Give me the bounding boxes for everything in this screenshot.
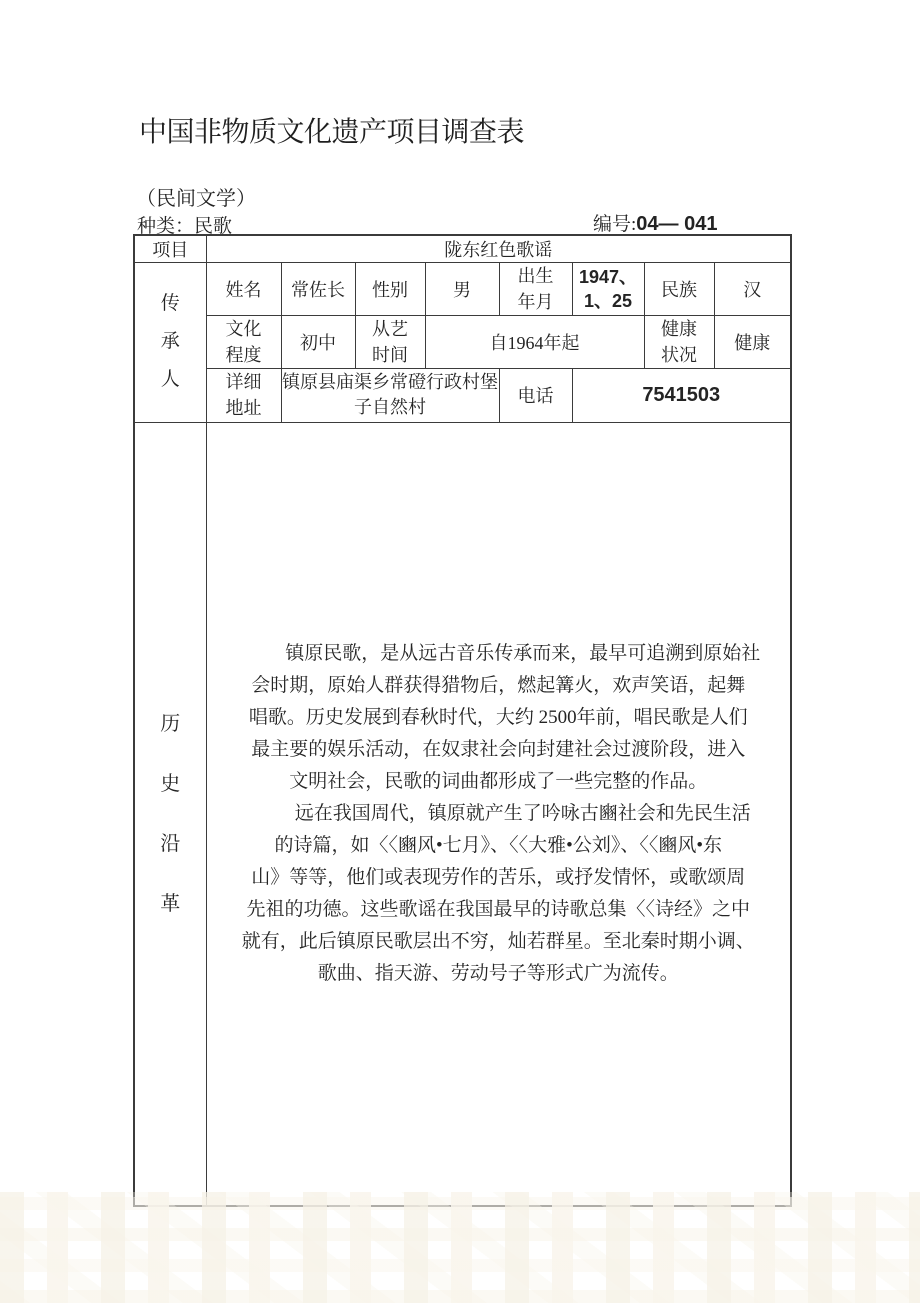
scan-artifact-band [0,1192,920,1303]
project-label: 项目 [134,235,206,263]
history-text-line: 唱歌。历史发展到春秋时代，大约 2500年前，唱民歌是人们 [248,706,748,728]
serial-number-line [593,209,717,236]
history-text-line: 的诗篇，如〈〈豳风•七月》、〈〈大雅•公刘》、〈〈豳风•东 [274,834,722,856]
project-value: 陇东红色歌谣 [206,235,791,263]
serial-number-label: 编号: [593,214,637,235]
gender-label: 性别 [355,263,425,316]
project-row [134,235,791,263]
name-label: 姓名 [206,263,281,316]
history-text-line: 远在我国周代，镇原就产生了吟咏古豳社会和先民生活 [294,802,751,824]
art-start-label-cell [355,316,425,369]
history-text-line: 会时期，原始人群获得猎物后，燃起篝火，欢声笑语，起舞 [251,674,746,696]
inheritor-label-cell [134,263,206,423]
survey-form-table [133,234,792,1207]
history-label-cell [134,422,206,1206]
phone-value: 7541503 [642,383,721,406]
health-value: 健康 [714,316,791,369]
history-text-line: 文明社会，民歌的词曲都形成了一些完整的作品。 [289,770,708,792]
serial-number-value: 04— 041 [636,213,718,235]
history-text-line: 山》等等，他们或表现劳作的苦乐，或抒发情怀，或歌颂周 [251,866,746,888]
name-value: 常佐长 [281,263,355,316]
inheritor-education-row [134,316,791,369]
birth-value: 1947、1、25 [578,266,638,312]
history-text-line: 镇原民歌，是从远古音乐传承而来，最早可追溯到原始社 [285,642,761,664]
ethnicity-label: 民族 [644,263,714,316]
category-label: 种类： [137,216,195,237]
birth-value-cell [572,263,644,316]
inheritor-label: 传承人 [160,293,180,391]
page-title: 中国非物质文化遗产项目调查表 [139,117,525,148]
history-label: 历史沿革 [160,712,181,915]
history-row [134,422,791,1206]
history-content [206,422,791,1206]
address-value: 镇原县庙渠乡常磴行政村堡子自然村 [281,369,499,422]
health-label: 健康状况 [661,319,697,366]
inheritor-address-row [134,369,791,422]
history-text-line: 最主要的娱乐活动，在奴隶社会向封建社会过渡阶段，进入 [251,738,746,760]
art-start-value: 自1964年起 [425,316,644,369]
education-value: 初中 [281,316,355,369]
birth-label: 出生年月 [517,266,554,313]
education-label: 文化程度 [225,319,262,366]
history-text-line: 先祖的功德。这些歌谣在我国最早的诗歌总集〈〈诗经》之中 [246,898,750,920]
history-text-line: 歌曲、指天游、劳动号子等形式广为流传。 [317,962,679,984]
history-text-line: 就有，此后镇原民歌层出不穷，灿若群星。至北秦时期小调、 [241,930,755,952]
phone-label: 电话 [499,369,572,422]
birth-label-cell [499,263,572,316]
art-start-label: 从艺时间 [372,319,408,366]
health-label-cell [644,316,714,369]
subtitle: （民间文学） [136,188,256,210]
address-label: 详细地址 [225,372,262,419]
category-value: 民歌 [194,216,233,237]
gender-value: 男 [425,263,499,316]
ethnicity-value: 汉 [714,263,791,316]
phone-value-cell [572,369,791,422]
education-label-cell [206,316,281,369]
address-label-cell [206,369,281,422]
inheritor-name-row [134,263,791,316]
